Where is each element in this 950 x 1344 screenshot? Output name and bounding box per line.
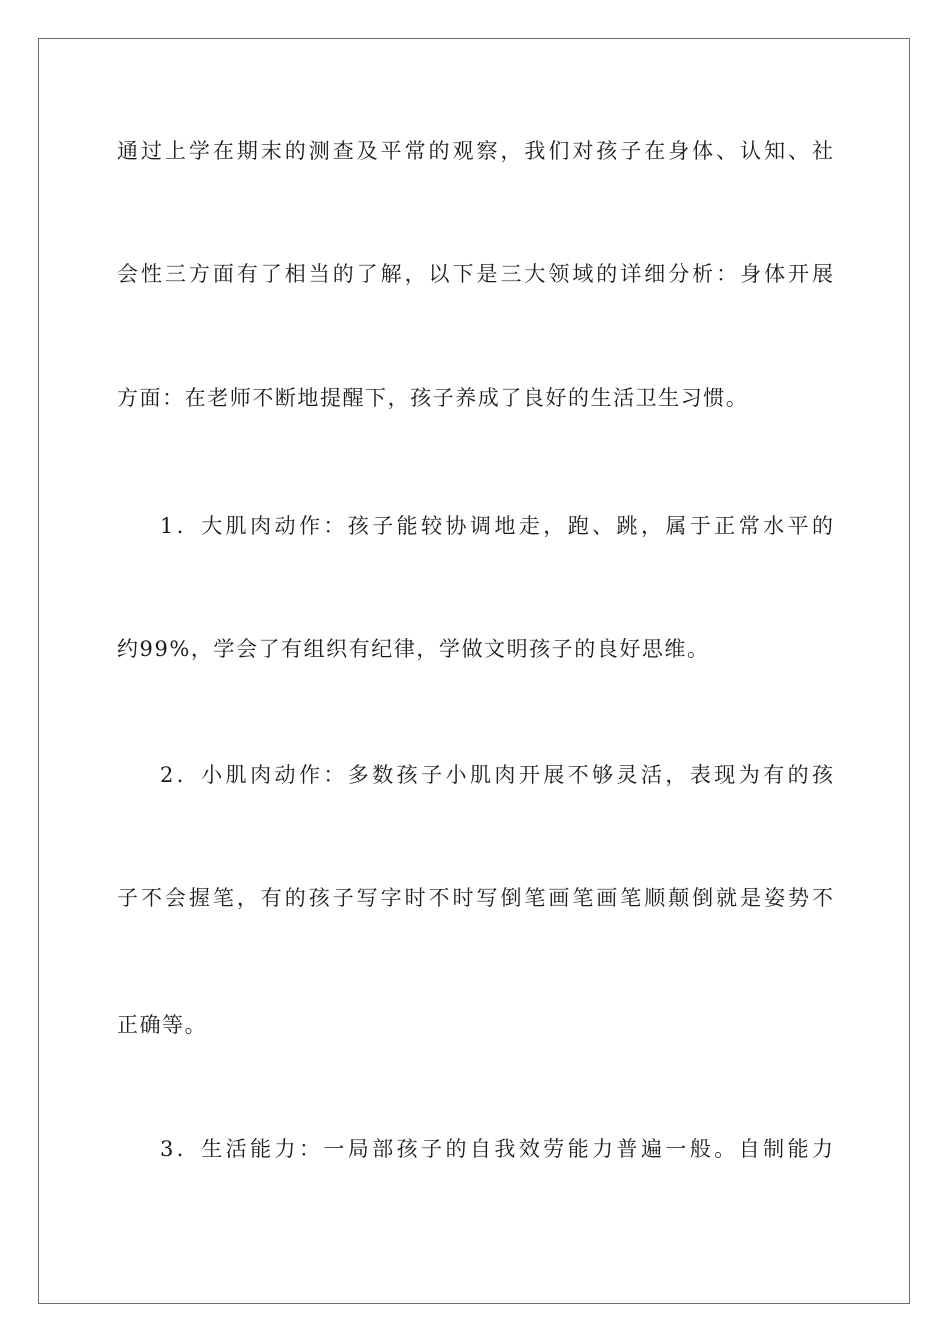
- text-line-2: 会性三方面有了相当的了解，以下是三大领域的详细分析：身体开展: [117, 262, 833, 286]
- text-line-5: 约99%，学会了有组织有纪律，学做文明孩子的良好思维。: [117, 637, 710, 661]
- text-line-4: 1．大肌肉动作：孩子能较协调地走，跑、跳，属于正常水平的: [160, 514, 833, 538]
- page-border: [38, 38, 910, 1304]
- text-line-1: 通过上学在期末的测查及平常的观察，我们对孩子在身体、认知、社: [117, 139, 833, 163]
- text-line-9: 3．生活能力：一局部孩子的自我效劳能力普遍一般。自制能力: [160, 1137, 833, 1161]
- text-line-8: 正确等。: [117, 1013, 208, 1037]
- text-line-7: 子不会握笔，有的孩子写字时不时写倒笔画笔画笔顺颠倒就是姿势不: [117, 886, 833, 910]
- text-line-3: 方面：在老师不断地提醒下，孩子养成了良好的生活卫生习惯。: [117, 386, 749, 410]
- text-line-6: 2．小肌肉动作：多数孩子小肌肉开展不够灵活，表现为有的孩: [160, 763, 833, 787]
